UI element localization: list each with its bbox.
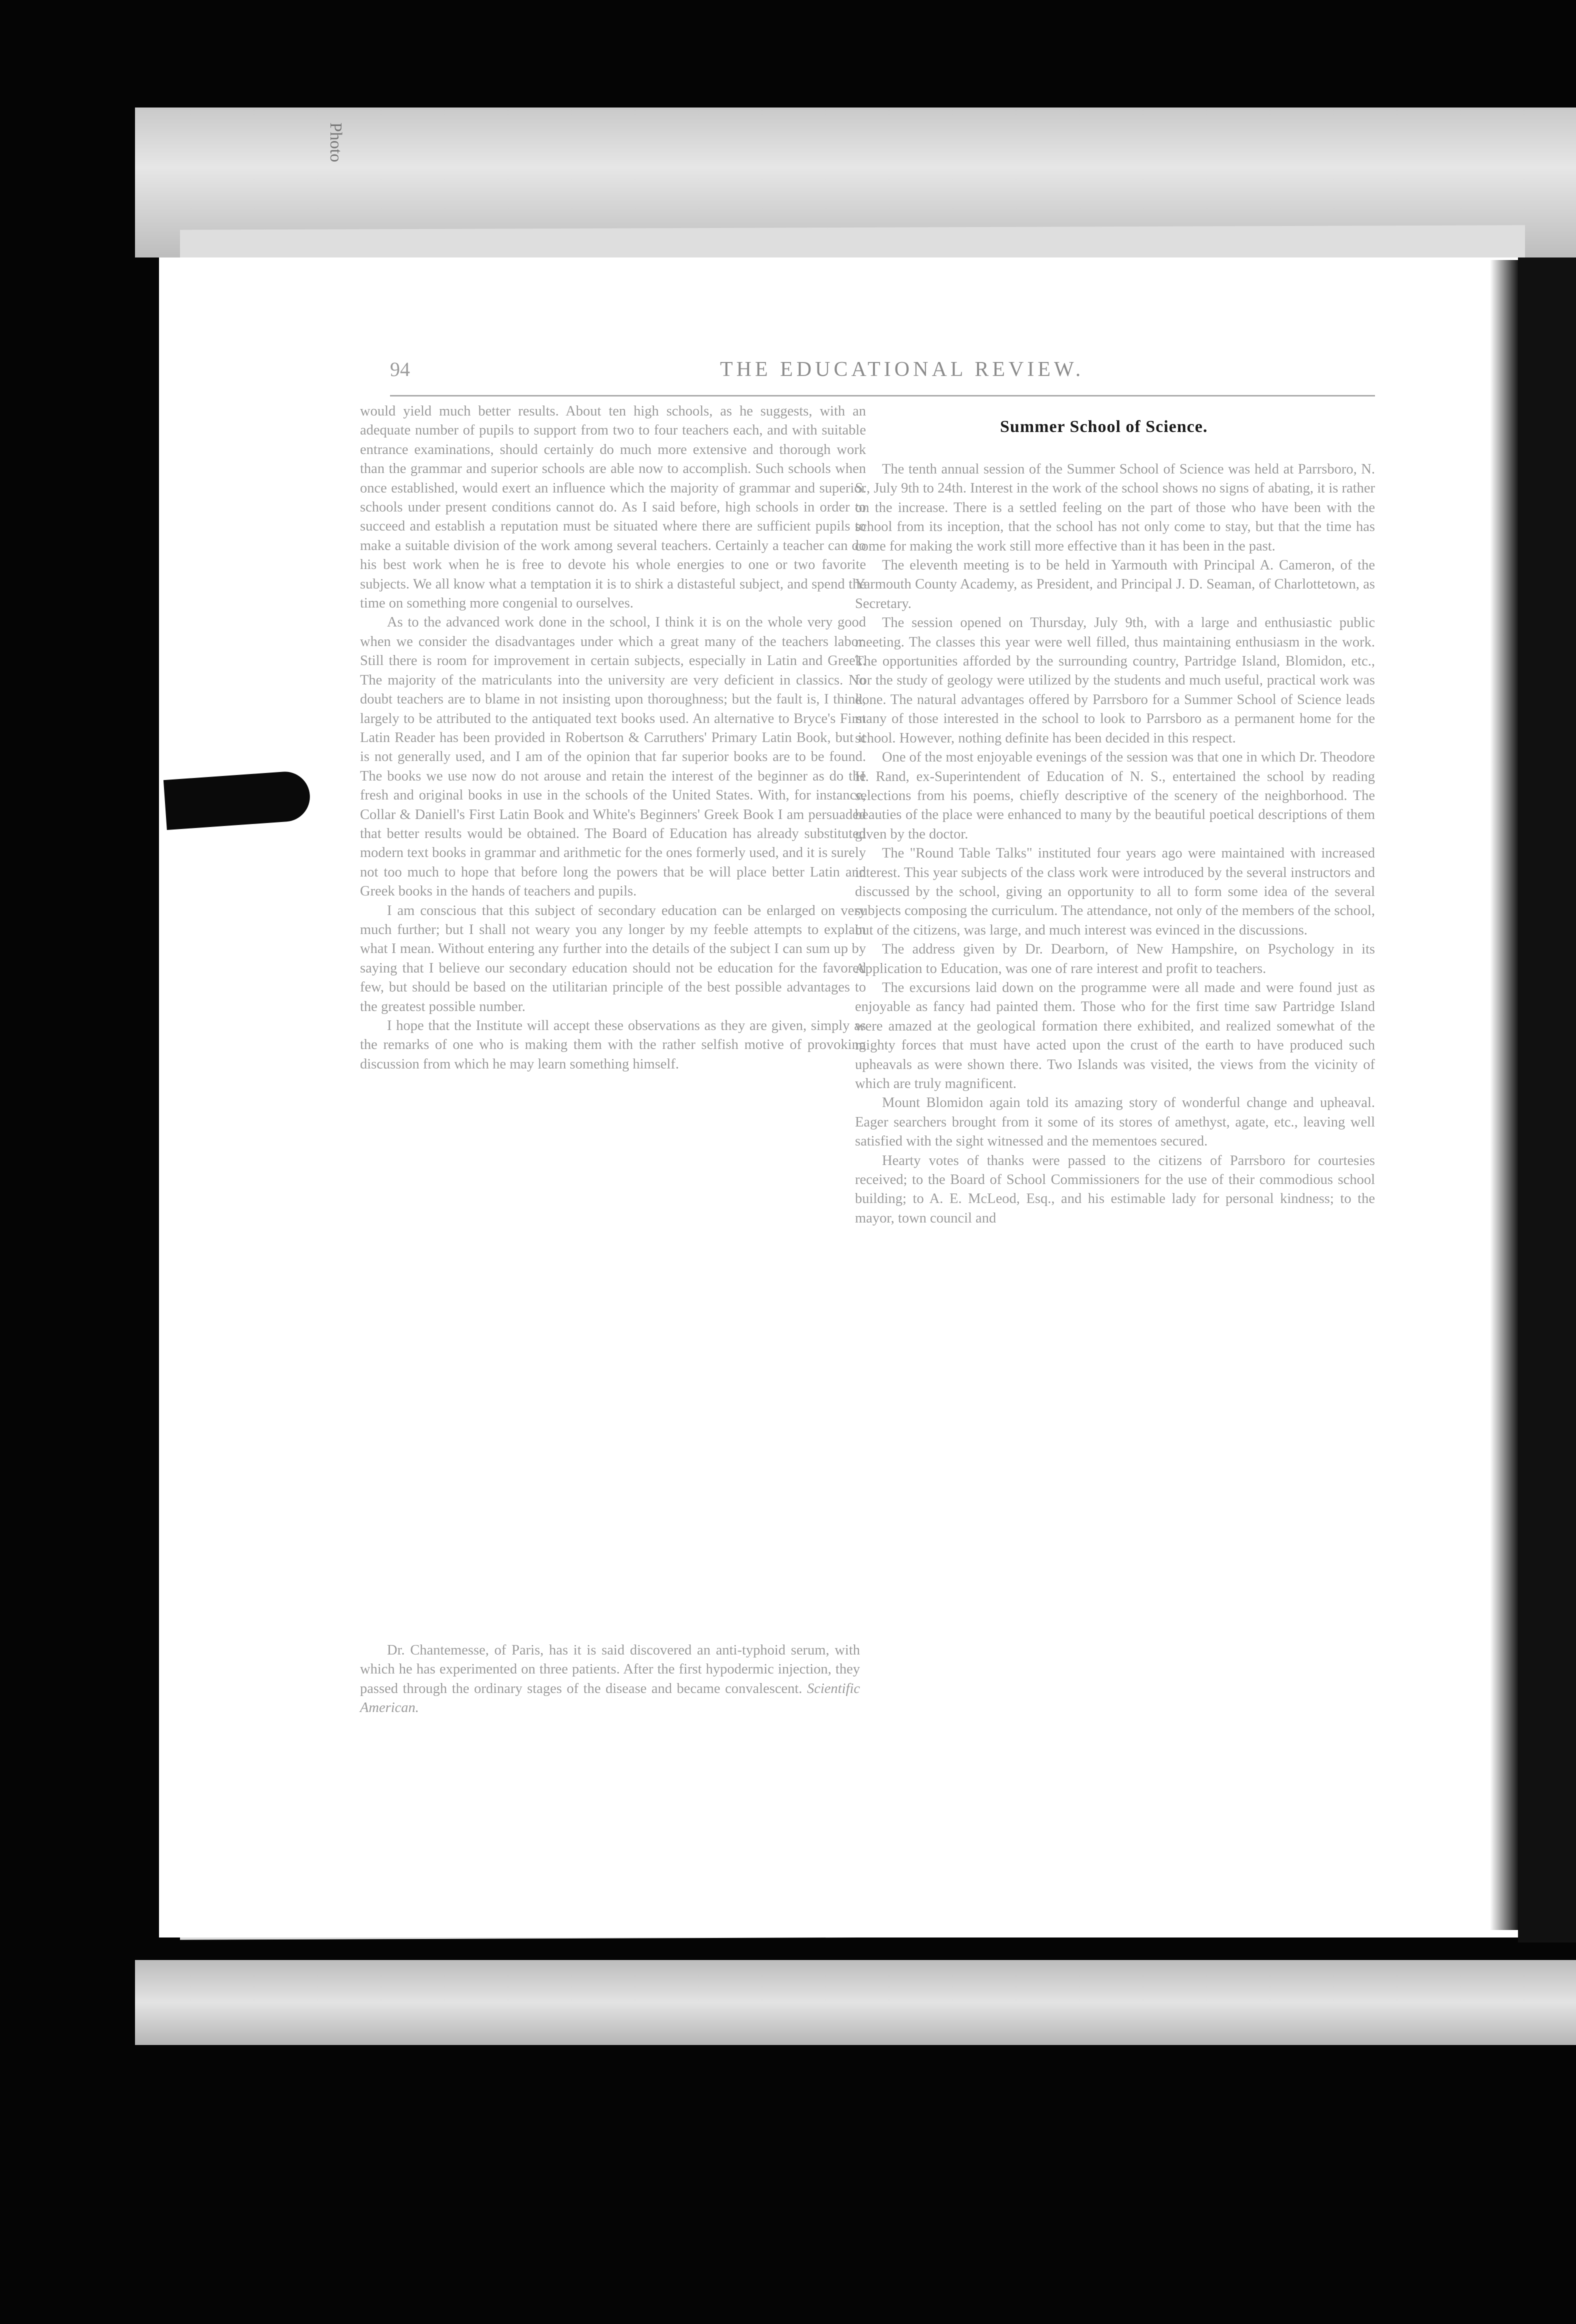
page-number: 94 — [390, 358, 410, 380]
right-paragraph-6: The address given by Dr. Dearborn, of New Hampshire, on Psychology in its Application to Education, was one of rare interest and profit to teachers. — [855, 942, 1375, 976]
right-paragraph-1: The tenth annual session of the Summer School of Science was held at Parrsboro, N. S., July 9th to 24th. Interest in the work of the school shows no signs of abating, it is rather on the increase. There is a settled feeling on the part of those who have been with the school from its inception, that the school has not only come to stay, but that the time has come for making the work still more effective than it has been in the past. — [855, 462, 1375, 554]
running-title: THE EDUCATIONAL REVIEW. — [720, 358, 1084, 381]
gutter-shadow — [1490, 260, 1518, 1930]
news-note — [360, 1641, 860, 1718]
right-paragraph-9: Hearty votes of thanks were passed to the citizens of Parrsboro for courtesies received; to the Board of School Commissioners for the use of their commodious school building; to A. E. McLeod, Esq., and his estimable lady for personal kindness; to the mayor, town council and — [855, 1152, 1375, 1226]
news-note-source: Scientific American. — [360, 1680, 860, 1716]
microfilm-frame-bottom — [135, 1960, 1576, 2045]
thumb-shadow — [164, 770, 312, 830]
article-title: Summer School of Science. — [1000, 418, 1208, 436]
right-paragraph-8: Mount Blomidon again told its amazing story of wonderful change and upheaval. Eager searchers brought from it some of its stores of amethyst, agate, etc., leaving well satisfied with the sight witnessed and the mementoes secured. — [855, 1095, 1375, 1150]
right-paragraph-2: The eleventh meeting is to be held in Yarmouth with Principal A. Cameron, of the Yarmouth County Academy, as President, and Principal J. D. Seaman, of Charlottetown, as Secretary. — [855, 558, 1375, 612]
left-column — [360, 402, 866, 1074]
binding-edge — [1518, 258, 1576, 1942]
frame-label: Photo — [326, 122, 345, 162]
right-paragraph-5: The "Round Table Talks" instituted four years ago were maintained with increased interest. This year subjects of the class work were introduced by the several instructors and discussed by the school, giving an opportunity to all to form some idea of the several subjects composing the curriculum. The attendance, not only of the members of the school, but of the citizens, was large, and much interest was evinced in the discussions. — [855, 846, 1375, 938]
right-paragraph-3: The session opened on Thursday, July 9th, with a large and enthusiastic public meeting. The classes this year were well filled, thus maintaining enthusiasm in the work. The opportunities afforded by the surrounding country, Partridge Island, Blomidon, etc., for the study of geology were utilized by the students and much useful, practical work was done. The natural advantages offered by Parrsboro for a Summer School of Science leads many of those interested in the school to look to Parrsboro as a permanent home for the school. However, nothing definite has been decided in this respect. — [855, 615, 1375, 746]
right-column — [855, 460, 1375, 1228]
news-note-text: Dr. Chantemesse, of Paris, has it is said discovered an anti-typhoid serum, with which he has experimented on three patients. After the first hypodermic injection, they passed through the ordinary stages of the disease and became convalescent. — [360, 1642, 860, 1696]
left-paragraph-3: I am conscious that this subject of secondary education can be enlarged on very much further; but I shall not weary you any longer by my feeble attempts to explain what I mean. Without entering any further into the details of the subject I can sum up by saying that I believe our secondary education should not be education for the favored few, but should be based on the utilitarian principle of the best possible advantages to the greatest possible number. — [360, 902, 866, 1014]
left-paragraph-4: I hope that the Institute will accept these observations as they are given, simply as the remarks of one who is making them with the rather selfish motive of provoking discussion from which he may learn something himself. — [360, 1018, 866, 1072]
left-paragraph-2: As to the advanced work done in the school, I think it is on the whole very good when we consider the disadvantages under which a great many of the teachers labor. Still there is room for improvement in certain subjects, especially in Latin and Greek. The majority of the matriculants into the university are very deficient in classics. No doubt teachers are to blame in not insisting upon thoroughness; but the fault is, I think, largely to be attributed to the antiquated text books used. An alternative to Bryce's First Latin Reader has been provided in Robertson & Carruthers' Primary Latin Book, but it is not generally used, and I am of the opinion that far superior books are to be found. The books we use now do not arouse and retain the interest of the beginner as do the fresh and original books in use in the schools of the United States. With, for instance, Collar & Daniell's First Latin Book and White's Beginners' Greek Book I am persuaded that better results would be obtained. The Board of Education has already substituted modern text books in grammar and arithmetic for the ones formerly used, and it is surely not too much to hope that before long the powers that be will place better Latin and Greek books in the hands of teachers and pupils. — [360, 614, 866, 900]
header-rule — [390, 395, 1375, 396]
right-paragraph-7: The excursions laid down on the programme were all made and were found just as enjoyable as fancy had painted them. Those who for the first time saw Partridge Island were amazed at the geological formation there exhibited, and realized somewhat of the mighty forces that must have acted upon the crust of the earth to have produced such upheavals as were shown there. Two Islands was visited, the views from the vicinity of which are truly magnificent. — [855, 980, 1375, 1092]
right-paragraph-4: One of the most enjoyable evenings of the session was that one in which Dr. Theodore H. Rand, ex-Superintendent of Education of N. S., entertained the school by reading selections from his poems, chiefly descriptive of the scenery of the neighborhood. The beauties of the place were enhanced to many by the beautiful poetical descriptions of them given by the doctor. — [855, 750, 1375, 842]
left-paragraph-1: would yield much better results. About ten high schools, as he suggests, with an adequate number of pupils to support from two to four teachers each, and with suitable entrance examinations, should certainly do much more extensive and thorough work than the grammar and superior schools are able now to accomplish. Such schools when once established, would exert an influence which the majority of grammar and superior schools under present conditions cannot do. As I said before, high schools in order to succeed and establish a reputation must be situated where there are sufficient pupils to make a suitable division of the work among several teachers. Certainly a teacher can do his best work when he is free to devote his whole energies to one or two favorite subjects. We all know what a temptation it is to shirk a distasteful subject, and spend the time on something more congenial to ourselves. — [360, 404, 866, 612]
page-header — [390, 358, 1410, 388]
